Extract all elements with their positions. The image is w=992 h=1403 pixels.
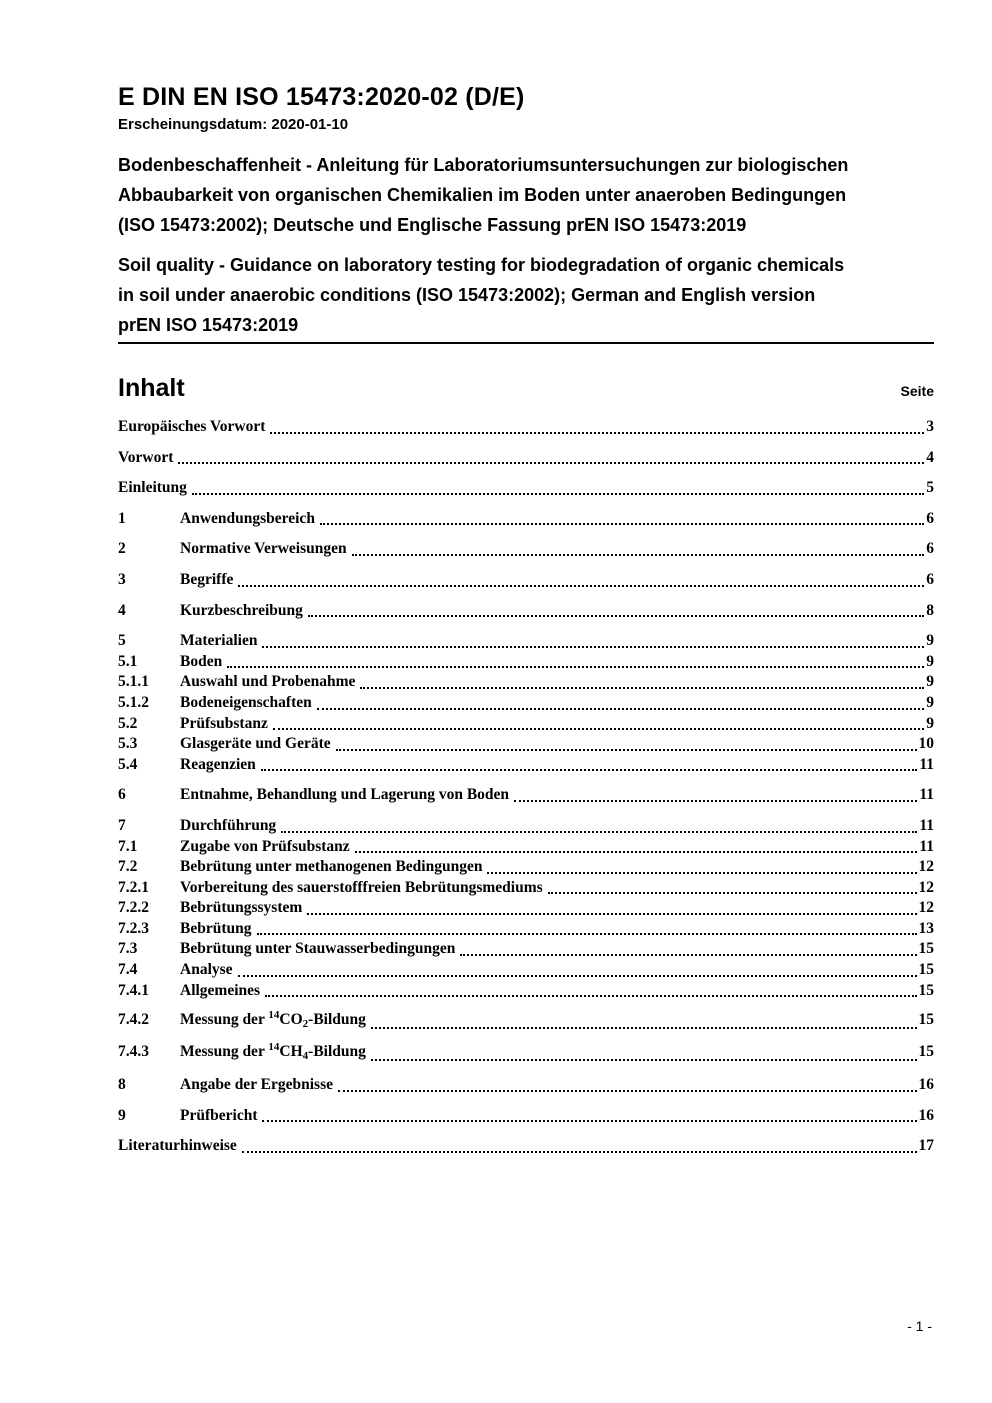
toc-entry[interactable] [118, 981, 934, 1002]
toc-entry[interactable] [118, 1075, 934, 1096]
toc-entry[interactable] [118, 1038, 934, 1065]
toc-entry-number: 7.2.2 [118, 899, 149, 917]
toc-entry-title: Entnahme, Behandlung und Lagerung von Boden [180, 786, 510, 804]
toc-header [118, 374, 934, 403]
toc-entry-title: Bebrütung unter methanogenen Bedingungen [180, 858, 483, 876]
toc-entry[interactable] [118, 509, 934, 530]
toc-entry-number: 8 [118, 1076, 126, 1094]
title-separator-rule [118, 342, 934, 344]
toc-entry[interactable] [118, 1006, 934, 1033]
doc-title: E DIN EN ISO 15473:2020-02 (D/E) [118, 83, 525, 111]
toc-leader-dots [192, 493, 924, 495]
toc-entry[interactable] [118, 857, 934, 878]
toc-entry-number: 3 [118, 570, 126, 588]
table-of-contents [118, 417, 934, 1157]
toc-leader-dots [178, 462, 924, 464]
toc-entry-title: Kurzbeschreibung [180, 601, 303, 619]
page-number-footer: - 1 - [907, 1318, 932, 1334]
toc-entry-page: 16 [918, 1106, 934, 1124]
toc-entry-number: 7.2 [118, 858, 138, 876]
toc-entry-number: 5.3 [118, 735, 138, 753]
toc-entry-title: Literaturhinweise [118, 1137, 237, 1155]
toc-entry-title [180, 1006, 366, 1033]
formula-subscript: 2 [302, 1018, 309, 1031]
toc-leader-dots [238, 975, 917, 977]
toc-entry-page: 12 [918, 899, 934, 917]
toc-entry-number: 7.4.3 [118, 1043, 149, 1061]
formula-superscript: 14 [268, 1041, 280, 1054]
toc-entry-title [180, 1038, 366, 1065]
toc-leader-dots [317, 708, 925, 710]
toc-entry-page: 4 [926, 448, 934, 466]
toc-entry-title: Europäisches Vorwort [118, 418, 266, 435]
doc-title-german-line: Abbaubarkeit von organischen Chemikalien im Boden unter anaeroben Bedingungen [118, 185, 847, 205]
toc-entry-page: 15 [918, 961, 934, 979]
toc-entry[interactable] [118, 755, 934, 776]
toc-entry-number: 7.2.1 [118, 878, 149, 896]
toc-entry-page: 9 [926, 693, 934, 711]
toc-leader-dots [360, 687, 924, 689]
toc-leader-dots [281, 831, 917, 833]
toc-leader-dots [262, 1120, 916, 1122]
toc-leader-dots [227, 666, 924, 668]
doc-title-german-line: Bodenbeschaffenheit - Anleitung für Laboratoriumsuntersuchungen zur biologischen [118, 155, 849, 175]
toc-entry-number: 5.1 [118, 652, 138, 670]
toc-entry-number: 7 [118, 816, 126, 834]
toc-entry-number: 5.1.1 [118, 673, 149, 691]
toc-entry-title: Normative Verweisungen [180, 540, 347, 558]
toc-entry[interactable] [118, 1106, 934, 1127]
toc-entry-number: 7.4.2 [118, 1011, 149, 1029]
toc-entry-page: 11 [919, 786, 934, 804]
toc-entry[interactable] [118, 652, 934, 673]
toc-title-text: -Bildung [308, 1043, 366, 1061]
toc-entry-page: 16 [918, 1076, 934, 1094]
toc-entry-title: Zugabe von Prüfsubstanz [180, 837, 350, 855]
toc-entry-title: Analyse [180, 961, 233, 979]
doc-title-english-line: Soil quality - Guidance on laboratory testing for biodegradation of organic chemicals [118, 255, 845, 275]
toc-entry-page: 5 [926, 479, 934, 497]
toc-entry-number: 5.2 [118, 714, 138, 732]
toc-leader-dots [308, 615, 924, 617]
toc-leader-dots [270, 432, 924, 434]
toc-entry-page: 13 [918, 919, 934, 937]
toc-leader-dots [320, 523, 924, 525]
toc-entry-number: 4 [118, 601, 126, 619]
toc-leader-dots [242, 1151, 917, 1153]
toc-leader-dots [273, 728, 924, 730]
toc-entry-number: 7.4.1 [118, 981, 149, 999]
formula-subscript: 4 [302, 1050, 309, 1063]
toc-entry-page: 15 [918, 940, 934, 958]
toc-entry-page: 17 [918, 1137, 934, 1155]
toc-entry[interactable] [118, 919, 934, 940]
toc-entry-page: 9 [926, 714, 934, 732]
toc-entry[interactable] [118, 601, 934, 622]
toc-entry[interactable] [118, 417, 934, 438]
toc-entry-page: 15 [918, 1011, 934, 1029]
toc-page-column-label: Seite [900, 383, 934, 399]
toc-entry-page: 12 [918, 878, 934, 896]
toc-leader-dots [487, 872, 916, 874]
toc-entry-page: 15 [918, 981, 934, 999]
toc-entry-number: 2 [118, 540, 126, 558]
toc-entry-title: Boden [180, 652, 223, 670]
toc-entry-title: Prüfsubstanz [180, 714, 268, 732]
toc-entry-page: 11 [919, 755, 934, 773]
toc-entry-page: 6 [926, 570, 934, 588]
toc-entry[interactable] [118, 570, 934, 591]
doc-title-english [118, 250, 934, 340]
toc-entry-page: 12 [918, 858, 934, 876]
formula-base: CH [279, 1043, 303, 1061]
toc-leader-dots [262, 646, 924, 648]
toc-entry-title: Allgemeines [180, 981, 261, 999]
toc-leader-dots [261, 769, 918, 771]
toc-entry[interactable] [118, 837, 934, 858]
toc-leader-dots [338, 1090, 916, 1092]
toc-entry-page: 9 [926, 652, 934, 670]
toc-entry-title: Begriffe [180, 570, 234, 588]
doc-title-german [118, 150, 934, 240]
toc-entry-page: 6 [926, 509, 934, 527]
toc-entry[interactable] [118, 1136, 934, 1157]
toc-entry-page: 6 [926, 540, 934, 558]
toc-entry-title: Einleitung [118, 479, 187, 497]
toc-entry[interactable] [118, 939, 934, 960]
toc-title-text: Messung der [180, 1011, 269, 1029]
formula-base: CO [279, 1011, 303, 1029]
toc-leader-dots [352, 554, 925, 556]
toc-entry-title: Bebrütung [180, 919, 252, 937]
toc-entry-page: 3 [926, 418, 934, 435]
toc-leader-dots [371, 1027, 917, 1029]
toc-entry-title: Vorbereitung des sauerstofffreien Bebrütungsmediums [180, 878, 543, 896]
toc-leader-dots [514, 800, 917, 802]
toc-entry-number: 7.4 [118, 961, 138, 979]
toc-entry-page: 8 [926, 601, 934, 619]
toc-entry-title: Materialien [180, 632, 258, 650]
release-date: Erscheinungsdatum: 2020-01-10 [118, 116, 349, 133]
toc-entry[interactable] [118, 478, 934, 499]
doc-title-english-line: prEN ISO 15473:2019 [118, 315, 299, 335]
toc-leader-dots [238, 585, 924, 587]
toc-entry[interactable] [118, 714, 934, 735]
toc-entry-title: Auswahl und Probenahme [180, 673, 356, 691]
toc-entry-page: 10 [918, 735, 934, 753]
toc-entry[interactable] [118, 785, 934, 806]
toc-entry[interactable] [118, 878, 934, 899]
toc-heading: Inhalt [118, 374, 185, 402]
toc-entry-number: 7.1 [118, 837, 138, 855]
toc-entry-number: 5.1.2 [118, 693, 149, 711]
toc-entry-number: 5.4 [118, 755, 138, 773]
toc-entry[interactable] [118, 539, 934, 560]
toc-entry[interactable] [118, 672, 934, 693]
toc-leader-dots [265, 995, 916, 997]
doc-title-english-line: in soil under anaerobic conditions (ISO 15473:2002); German and English version [118, 285, 816, 305]
toc-entry-title: Vorwort [118, 448, 174, 466]
toc-entry-title: Anwendungsbereich [180, 509, 315, 527]
toc-leader-dots [371, 1059, 917, 1061]
toc-entry[interactable] [118, 734, 934, 755]
toc-entry[interactable] [118, 693, 934, 714]
toc-entry-title: Reagenzien [180, 755, 256, 773]
toc-entry-number: 9 [118, 1106, 126, 1124]
formula-superscript: 14 [268, 1009, 280, 1022]
toc-entry-page: 15 [918, 1043, 934, 1061]
toc-title-text: Messung der [180, 1043, 269, 1061]
toc-entry-number: 6 [118, 786, 126, 804]
toc-leader-dots [460, 954, 916, 956]
toc-entry[interactable] [118, 448, 934, 469]
toc-entry-title: Durchführung [180, 816, 277, 834]
toc-entry-title: Prüfbericht [180, 1106, 258, 1124]
toc-entry-page: 11 [919, 837, 934, 855]
toc-entry-title: Bodeneigenschaften [180, 693, 312, 711]
toc-entry-title: Glasgeräte und Geräte [180, 735, 331, 753]
toc-entry-title: Bebrütungssystem [180, 899, 303, 917]
toc-entry-page: 11 [919, 816, 934, 834]
toc-entry-number: 1 [118, 509, 126, 527]
toc-leader-dots [355, 851, 918, 853]
toc-leader-dots [257, 933, 917, 935]
toc-entry-page: 9 [926, 673, 934, 691]
toc-entry[interactable] [118, 960, 934, 981]
toc-leader-dots [307, 913, 916, 915]
toc-title-text: -Bildung [308, 1011, 366, 1029]
toc-entry-number: 7.2.3 [118, 919, 149, 937]
doc-title-german-line: (ISO 15473:2002); Deutsche und Englische Fassung prEN ISO 15473:2019 [118, 215, 747, 235]
toc-entry[interactable] [118, 816, 934, 837]
toc-entry-page: 9 [926, 632, 934, 650]
toc-entry-number: 7.3 [118, 940, 138, 958]
toc-entry[interactable] [118, 898, 934, 919]
toc-entry[interactable] [118, 631, 934, 652]
toc-entry-title: Angabe der Ergebnisse [180, 1076, 334, 1094]
toc-leader-dots [548, 892, 917, 894]
toc-entry-title: Bebrütung unter Stauwasserbedingungen [180, 940, 456, 958]
toc-entry-number: 5 [118, 632, 126, 650]
toc-leader-dots [336, 749, 917, 751]
